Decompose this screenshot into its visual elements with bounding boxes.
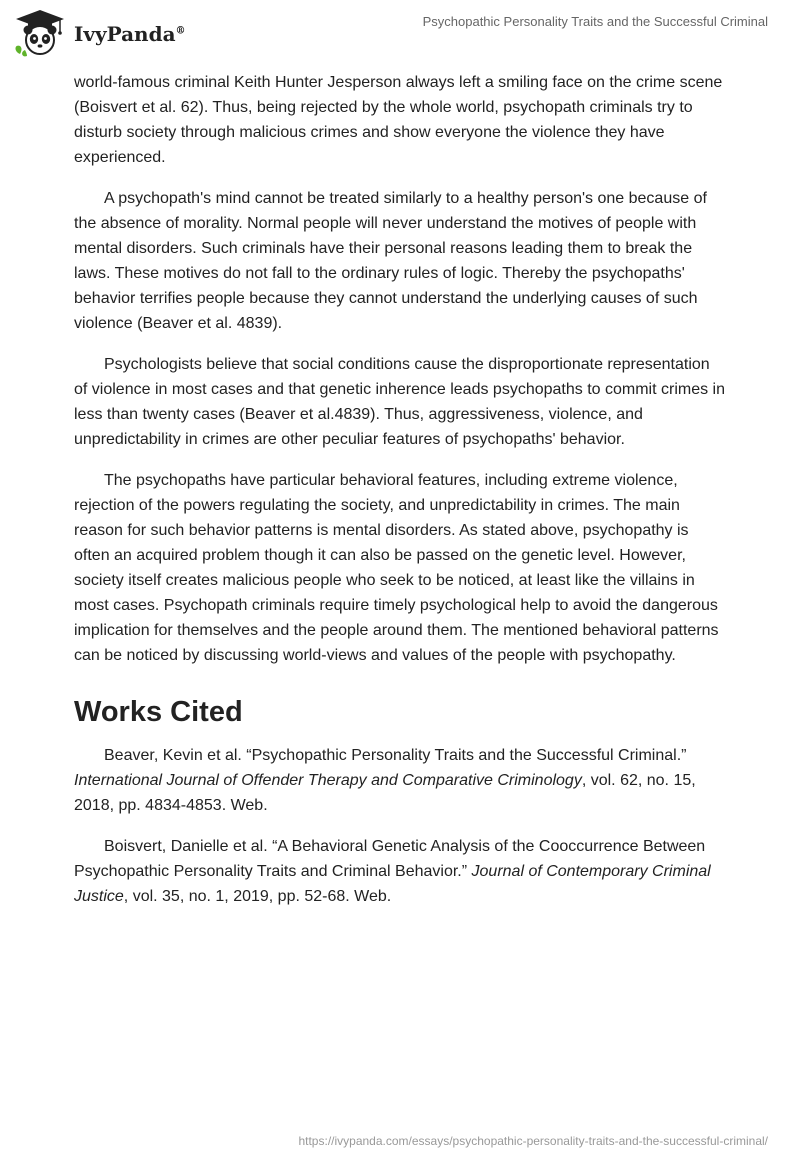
panda-graduate-icon <box>12 8 68 58</box>
citation-entry <box>74 834 726 909</box>
works-cited-heading: Works Cited <box>74 696 243 728</box>
citation-details: , vol. 35, no. 1, 2019, pp. 52-68. Web. <box>123 888 392 905</box>
journal-title: Journal of Contemporary Criminal Justice <box>74 863 711 905</box>
paragraph: Psychologists believe that social conditions cause the disproportionate representation of violence in most cases and that genetic inherence leads psychopaths to commit crimes in less than twenty cases (Beaver et al.4839). Thus, aggressiveness, violence, and unpredictability in crimes are other peculiar features of psychopaths' behavior. <box>74 356 725 448</box>
journal-title: International Journal of Offender Therapy and Comparative Criminology <box>74 772 582 789</box>
essay-body <box>74 70 726 925</box>
citation-details: , vol. 62, no. 15, 2018, pp. 4834-4853. Web. <box>74 772 696 814</box>
citation-entry <box>74 743 726 818</box>
paragraph: A psychopath's mind cannot be treated similarly to a healthy person's one because of the absence of morality. Normal people will never understand the motives of people with mental disorders. Such criminals have their personal reasons leading them to break the laws. These motives do not fall to the ordinary rules of logic. Thereby the psychopaths' behavior terrifies people because they cannot understand the underlying causes of such violence (Beaver et al. 4839). <box>74 190 707 332</box>
source-url-link[interactable]: https://ivypanda.com/essays/psychopathic-personality-traits-and-the-successful-criminal/ <box>298 1134 768 1148</box>
paragraph: The psychopaths have particular behavioral features, including extreme violence, rejection of the powers regulating the society, and unpredictability in crimes. The main reason for such behavior patterns is mental disorders. As stated above, psychopathy is often an acquired problem though it can also be passed on the genetic level. However, society itself creates malicious people who seek to be noticed, at least like the villains in most cases. Psychopath criminals require timely psychological help to avoid the dangerous implication for themselves and the people around them. The mentioned behavioral patterns can be noticed by discussing world-views and values of the people with psychopathy. <box>74 472 719 664</box>
citation-text: Boisvert, Danielle et al. “A Behavioral Genetic Analysis of the Cooccurrence Between Psychopathic Personality Traits and Criminal Behavior.” <box>74 838 706 880</box>
citation-text: Beaver, Kevin et al. “Psychopathic Personality Traits and the Successful Criminal.” <box>104 747 687 764</box>
page-header <box>0 0 800 60</box>
document-title: Psychopathic Personality Traits and the Successful Criminal <box>422 14 768 29</box>
ivypanda-logo[interactable] <box>12 8 186 58</box>
paragraph: world-famous criminal Keith Hunter Jesperson always left a smiling face on the crime scene (Boisvert et al. 62). Thus, being rejected by the whole world, psychopath criminals try to disturb society through malicious crimes and show everyone the violence they have experienced. <box>74 74 723 166</box>
brand-name: IvyPanda® <box>74 22 186 46</box>
